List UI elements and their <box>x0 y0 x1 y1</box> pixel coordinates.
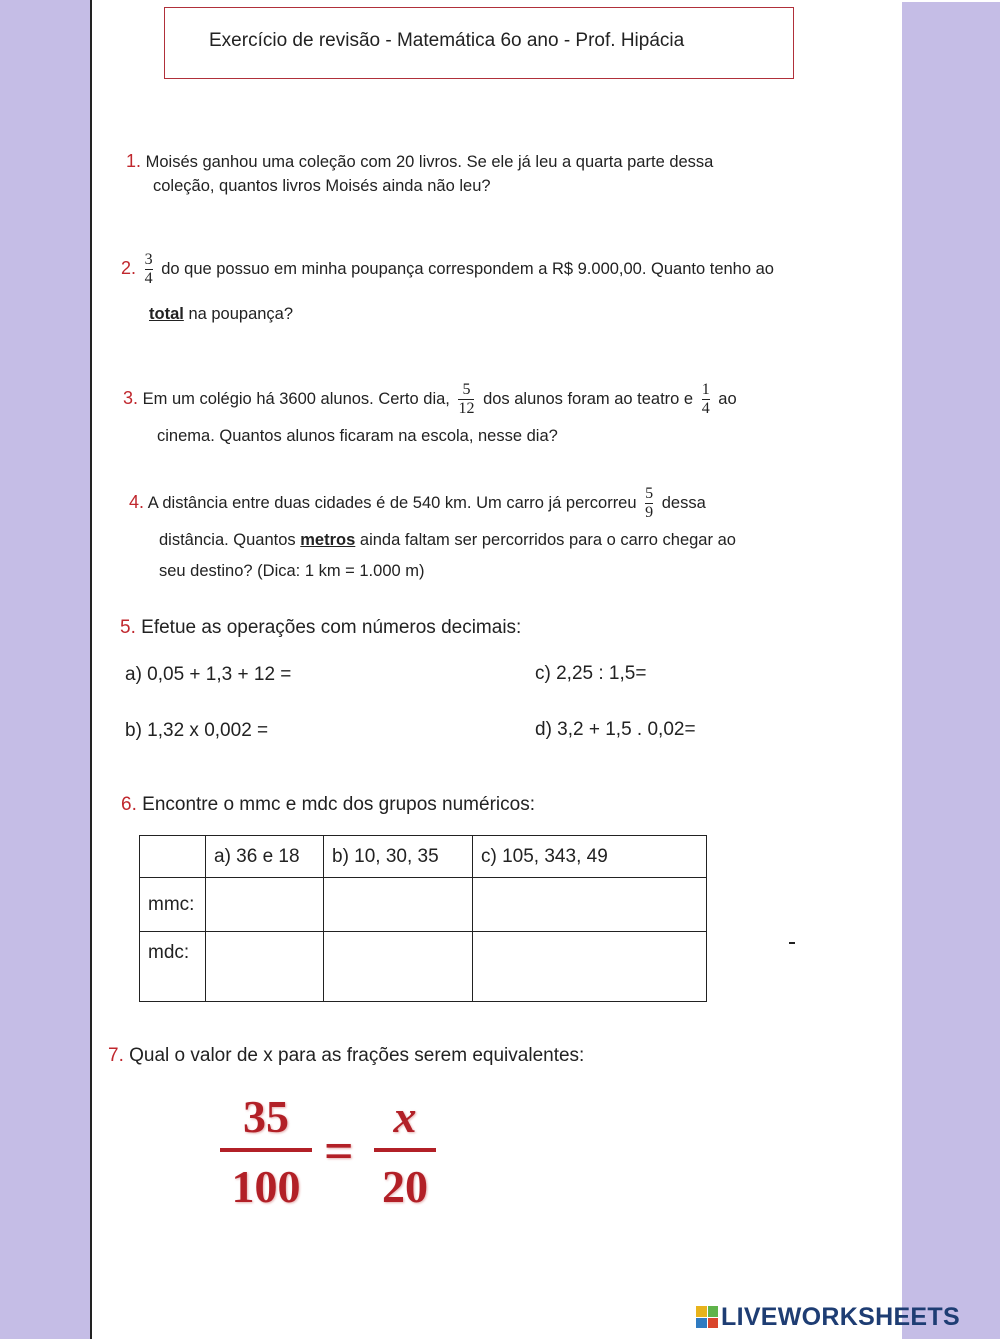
question-7-number: 7. <box>108 1045 124 1066</box>
answer-cell[interactable] <box>324 878 473 932</box>
question-3-text3: ao <box>718 390 737 408</box>
right-sidebar <box>902 2 1000 1339</box>
question-4-text1: A distância entre duas cidades é de 540 km. Um carro já percorreu <box>147 494 637 512</box>
question-3-text1: Em um colégio há 3600 alunos. Certo dia, <box>142 390 450 408</box>
question-4-line2 <box>159 528 736 552</box>
question-6-number: 6. <box>121 794 137 815</box>
fraction-denominator: 4 <box>144 270 153 288</box>
right-denominator: 20 <box>382 1161 428 1212</box>
question-3 <box>123 376 737 421</box>
logo-icon <box>696 1306 718 1328</box>
question-6-title-text: Encontre o mmc e mdc dos grupos numéricos: <box>142 794 535 815</box>
liveworksheets-logo[interactable] <box>696 1302 960 1332</box>
question-4-line2b: ainda faltam ser percorridos para o carro chegar ao <box>359 531 736 549</box>
fraction-denominator: 9 <box>645 504 654 522</box>
question-4-line2a: distância. Quantos <box>159 531 296 549</box>
question-4-bold-word: metros <box>300 531 356 549</box>
question-2-text: do que possuo em minha poupança correspondem a R$ 9.000,00. Quanto tenho ao <box>161 260 774 278</box>
left-denominator: 100 <box>231 1161 301 1212</box>
fraction-numerator: 3 <box>144 251 153 269</box>
question-3-line2: cinema. Quantos alunos ficaram na escola, nesse dia? <box>157 427 558 445</box>
question-1 <box>126 149 713 174</box>
equals-sign: = <box>324 1123 354 1180</box>
question-6-title <box>121 794 535 816</box>
answer-cell[interactable] <box>473 878 707 932</box>
question-2-number: 2. <box>121 258 137 278</box>
fraction-numerator: 5 <box>462 381 471 399</box>
question-1-line1: Moisés ganhou uma coleção com 20 livros. Se ele já leu a quarta parte dessa <box>145 153 714 171</box>
fraction-numerator: 1 <box>701 381 710 399</box>
answer-cell[interactable] <box>473 932 707 1002</box>
question-5-title <box>120 617 521 639</box>
question-5-number: 5. <box>120 617 136 638</box>
table-header-cell: c) 105, 343, 49 <box>473 836 707 878</box>
answer-cell[interactable] <box>206 932 324 1002</box>
table-header-cell: b) 10, 30, 35 <box>324 836 473 878</box>
question-5-title-text: Efetue as operações com números decimais: <box>141 617 522 638</box>
fraction-denominator: 12 <box>458 400 475 418</box>
row-label-mdc: mdc: <box>140 932 206 1002</box>
question-5-item-b: b) 1,32 x 0,002 = <box>125 720 269 741</box>
logo-text: LIVEWORKSHEETS <box>721 1302 960 1331</box>
fraction-numerator: 5 <box>645 485 654 503</box>
question-2-text2: na poupança? <box>188 305 294 323</box>
fraction-denominator: 4 <box>701 400 710 418</box>
question-1-number: 1. <box>126 151 142 171</box>
table-header-cell: a) 36 e 18 <box>206 836 324 878</box>
table-header-row <box>140 836 707 878</box>
question-7-title-text: Qual o valor de x para as frações serem equivalentes: <box>129 1045 585 1066</box>
question-2-bold-word: total <box>149 305 184 323</box>
left-sidebar <box>0 0 92 1339</box>
question-4 <box>129 480 706 525</box>
question-3-fraction-1 <box>458 381 474 418</box>
question-4-fraction <box>645 485 653 522</box>
left-fraction-bar <box>220 1148 312 1152</box>
question-4-number: 4. <box>129 492 145 512</box>
question-2-fraction <box>145 251 153 288</box>
question-1-line2: coleção, quantos livros Moisés ainda não leu? <box>153 177 491 195</box>
question-5-item-d: d) 3,2 + 1,5 . 0,02= <box>535 719 696 740</box>
page-title: Exercício de revisão - Matemática 6o ano - Prof. Hipácia <box>209 30 685 51</box>
question-2-line2 <box>149 302 293 326</box>
table-header-cell <box>140 836 206 878</box>
left-numerator: 35 <box>243 1091 289 1142</box>
table-row <box>140 878 707 932</box>
title-box <box>164 7 794 79</box>
question-3-number: 3. <box>123 388 139 408</box>
mmc-mdc-table <box>139 835 707 1002</box>
table-row <box>140 932 707 1002</box>
question-4-line3: seu destino? (Dica: 1 km = 1.000 m) <box>159 562 425 580</box>
stray-mark <box>789 942 795 944</box>
question-5-item-a: a) 0,05 + 1,3 + 12 = <box>125 664 292 685</box>
question-3-fraction-2 <box>702 381 710 418</box>
answer-cell[interactable] <box>206 878 324 932</box>
right-fraction-bar <box>374 1148 436 1152</box>
question-4-text2: dessa <box>661 494 706 512</box>
question-3-text2: dos alunos foram ao teatro e <box>483 390 694 408</box>
question-2 <box>121 246 774 291</box>
row-label-mmc: mmc: <box>140 878 206 932</box>
question-5-item-c: c) 2,25 : 1,5= <box>535 663 647 684</box>
answer-cell[interactable] <box>324 932 473 1002</box>
right-numerator: x <box>393 1091 417 1142</box>
question-7-title <box>108 1045 584 1067</box>
